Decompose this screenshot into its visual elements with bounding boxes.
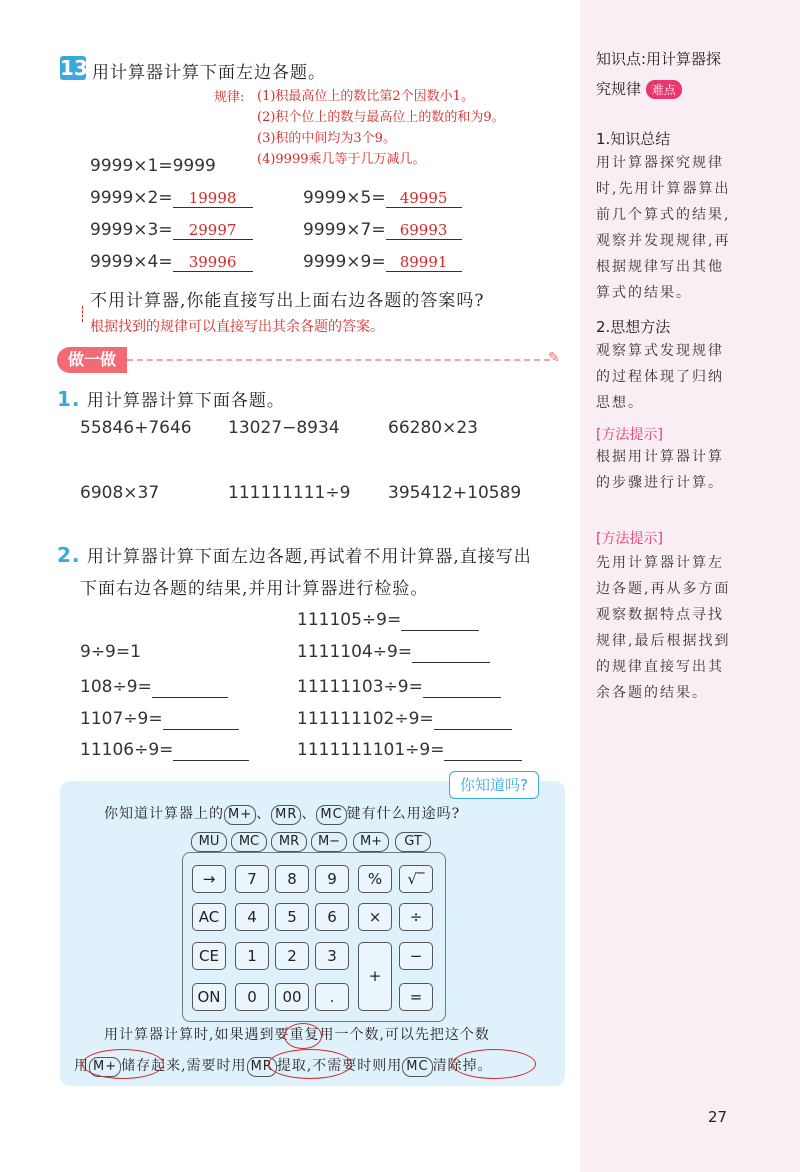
hint2-line: 余各题的结果。 — [596, 685, 708, 701]
answer-blank[interactable] — [423, 677, 501, 698]
summary-line: 前几个算式的结果, — [596, 207, 731, 223]
pencil-icon: ✎ — [548, 350, 560, 366]
did-you-know-badge: 你知道吗? — [449, 771, 539, 799]
problem-1-number: 1. — [57, 387, 81, 411]
answer-field[interactable]: 49995 — [386, 189, 462, 208]
equation-expr: 9999×7= — [303, 220, 386, 240]
red-circle — [452, 1049, 536, 1079]
p1-expr: 395412+10589 — [388, 483, 522, 503]
key-9[interactable]: 9 — [315, 865, 349, 893]
p2-left-eq — [80, 740, 249, 761]
mr-key-inline: MR — [271, 805, 301, 825]
answer-blank[interactable] — [434, 709, 512, 730]
summary-line: 算式的结果。 — [596, 285, 692, 301]
repeat-word — [289, 1027, 319, 1043]
method-line: 的过程体现了归纳 — [596, 369, 724, 385]
p1-expr: 55846+7646 — [80, 418, 192, 438]
question-text: 你知道计算器上的 — [104, 806, 224, 822]
p2-left-eq — [80, 677, 228, 698]
answer-blank[interactable] — [401, 610, 479, 631]
key-7[interactable]: 7 — [235, 865, 269, 893]
key-3[interactable]: 3 — [315, 942, 349, 970]
equation-row — [90, 188, 253, 208]
rule-label: 规律: — [214, 90, 245, 105]
rule-item: (1)积最高位上的数比第2个因数小1。 — [257, 89, 474, 104]
problem-2-line1 — [57, 542, 532, 567]
p2-left-eq — [80, 709, 239, 730]
knowledge-point-line1: 知识点:用计算器探 — [596, 50, 722, 68]
hint1-text — [596, 444, 796, 496]
p2-right-eq — [297, 677, 501, 698]
explanation-text: 掉。 — [462, 1058, 493, 1074]
p2-expr: 1111104÷9= — [297, 642, 413, 662]
summary-line: 时,先用计算器算出 — [596, 181, 731, 197]
circled-text: 重复 — [289, 1027, 320, 1043]
m-plus-key-inline: M+ — [224, 805, 256, 825]
problem-1-title — [57, 386, 285, 411]
m-minus-key[interactable]: M− — [311, 832, 347, 852]
multiply-key[interactable]: × — [358, 903, 392, 931]
problem-13-answer: 根据找到的规律可以直接写出其余各题的答案。 — [90, 319, 384, 335]
decimal-key[interactable]: . — [315, 983, 349, 1011]
rule-item: (2)积个位上的数与最高位上的数的和为9。 — [257, 110, 505, 125]
explanation-text: 清除 — [432, 1058, 463, 1074]
p2-expr: 108÷9= — [80, 677, 152, 697]
p2-right-eq — [297, 610, 479, 631]
summary-line: 用计算器探究规律 — [596, 155, 724, 171]
did-you-know-question — [104, 803, 460, 825]
explanation-line1 — [104, 1024, 490, 1044]
mr-key[interactable]: MR — [271, 832, 307, 852]
m-plus-key[interactable]: M+ — [353, 832, 389, 852]
minus-key[interactable]: − — [399, 942, 433, 970]
knowledge-point-line2 — [596, 78, 682, 99]
ce-key[interactable]: CE — [192, 942, 226, 970]
divide-key[interactable]: ÷ — [399, 903, 433, 931]
answer-blank[interactable] — [444, 740, 522, 761]
key-8[interactable]: 8 — [275, 865, 309, 893]
answer-blank[interactable] — [163, 709, 239, 730]
plus-key[interactable]: + — [358, 942, 392, 1011]
sidebar — [580, 0, 800, 1172]
p1-expr: 13027−8934 — [228, 418, 340, 438]
equation-row — [90, 220, 253, 240]
mc-key-inline: MC — [316, 805, 346, 825]
method-text — [596, 338, 796, 416]
equation-expr: 9999×2= — [90, 188, 173, 208]
equation-row — [90, 252, 253, 272]
arrow-key[interactable]: → — [192, 865, 226, 893]
key-2[interactable]: 2 — [275, 942, 309, 970]
p2-expr: 111111102÷9= — [297, 709, 434, 729]
equation-expr: 9999×4= — [90, 252, 173, 272]
summary-title: 1.知识总结 — [596, 130, 671, 148]
equals-key[interactable]: = — [399, 983, 433, 1011]
section-divider — [127, 359, 550, 361]
problem-13-question: 不用计算器,你能直接写出上面右边各题的答案吗? — [90, 291, 485, 311]
equation-row — [303, 188, 462, 208]
question-sep: 、 — [256, 806, 272, 822]
equation-row — [303, 220, 462, 240]
key-4[interactable]: 4 — [235, 903, 269, 931]
problem-13-title: 用计算器计算下面左边各题。 — [92, 63, 326, 83]
explanation-text: 用 — [74, 1058, 89, 1074]
hint2-title: [方法提示] — [596, 531, 663, 547]
p1-expr: 66280×23 — [388, 418, 478, 438]
equation-expr: 9999×3= — [90, 220, 173, 240]
gt-key[interactable]: GT — [395, 832, 431, 852]
explanation-text: 用计算器计算时,如果遇到要 — [104, 1027, 290, 1043]
method-line: 思想。 — [596, 395, 644, 411]
summary-line: 根据规律写出其他 — [596, 259, 724, 275]
equation-row — [303, 252, 462, 272]
key-5[interactable]: 5 — [275, 903, 309, 931]
p2-right-eq — [297, 709, 512, 730]
ac-key[interactable]: AC — [192, 903, 226, 931]
percent-key[interactable]: % — [358, 865, 392, 893]
method-line: 观察算式发现规律 — [596, 343, 724, 359]
mu-key[interactable]: MU — [191, 832, 227, 852]
key-00[interactable]: 00 — [275, 983, 309, 1011]
m-plus-key-inline: M+ — [89, 1057, 121, 1077]
summary-text — [596, 150, 796, 306]
red-circle — [268, 1049, 352, 1079]
hint2-line: 先用计算器计算左 — [596, 555, 724, 571]
sqrt-key[interactable]: √‾ — [399, 865, 433, 893]
p2-right-eq — [297, 740, 522, 761]
p2-expr: 11111103÷9= — [297, 677, 423, 697]
answer-field[interactable]: 39996 — [173, 253, 253, 272]
problem-2-text: 用计算器计算下面左边各题,再试着不用计算器,直接写出 — [86, 547, 532, 567]
p2-expr: 11106÷9= — [80, 740, 174, 760]
on-key[interactable]: ON — [192, 983, 226, 1011]
p2-right-eq — [297, 642, 490, 663]
answer-field[interactable]: 89991 — [386, 253, 462, 272]
answer-field[interactable]: 19998 — [173, 189, 253, 208]
hint1-line: 的步骤进行计算。 — [596, 475, 724, 491]
problem-1-text: 用计算器计算下面各题。 — [86, 391, 285, 411]
difficulty-badge: 难点 — [646, 80, 682, 99]
p2-left-eq: 9÷9=1 — [80, 642, 141, 662]
rule-item: (4)9999乘几等于几万减几。 — [257, 152, 426, 167]
hint2-line: 观察数据特点寻找 — [596, 607, 724, 623]
answer-field[interactable]: 69993 — [386, 221, 462, 240]
answer-blank[interactable] — [173, 740, 249, 761]
hint1-line: 根据用计算器计算 — [596, 449, 724, 465]
question-sep: 、 — [301, 806, 317, 822]
page-number: 27 — [708, 1108, 728, 1126]
method-title: 2.思想方法 — [596, 318, 671, 336]
explanation-text: ,不需要时则用 — [306, 1058, 403, 1074]
key-1[interactable]: 1 — [235, 942, 269, 970]
hint1-title: [方法提示] — [596, 427, 663, 443]
p2-expr: 1111111101÷9= — [297, 740, 445, 760]
answer-blank[interactable] — [412, 642, 490, 663]
hint2-text — [596, 550, 796, 706]
answer-field[interactable]: 29997 — [173, 221, 253, 240]
question-text: 键有什么用途吗? — [346, 806, 461, 822]
explanation-text: 起来,需要时用 — [151, 1058, 247, 1074]
hint2-line: 边各题,再从多方面 — [596, 581, 731, 597]
given-equation: 9999×1=9999 — [90, 156, 216, 176]
mr-key-inline: MR — [247, 1057, 277, 1077]
explanation-text: 储存 — [121, 1058, 152, 1074]
hint2-line: 的规律直接写出其 — [596, 659, 724, 675]
p2-expr: 1107÷9= — [80, 709, 163, 729]
equation-expr: 9999×9= — [303, 252, 386, 272]
p2-expr: 111105÷9= — [297, 610, 402, 630]
explanation-text: 提取 — [276, 1058, 307, 1074]
p1-expr: 111111111÷9 — [228, 483, 351, 503]
section-header: 做一做 — [57, 347, 127, 373]
problem-2-number: 2. — [57, 543, 81, 567]
equation-expr: 9999×5= — [303, 188, 386, 208]
explanation-text: 用一个数,可以先把这个数 — [319, 1027, 490, 1043]
rules-list — [257, 86, 505, 170]
red-circle — [82, 1049, 164, 1079]
mc-key-inline: MC — [402, 1057, 432, 1077]
rule-item: (3)积的中间均为3个9。 — [257, 131, 396, 146]
problem-2-line2: 下面右边各题的结果,并用计算器进行检验。 — [80, 579, 429, 599]
answer-blank[interactable] — [152, 677, 228, 698]
problem-13-number: 13 — [60, 56, 88, 80]
mc-key[interactable]: MC — [231, 832, 267, 852]
hint2-line: 规律,最后根据找到 — [596, 633, 731, 649]
p1-expr: 6908×37 — [80, 483, 160, 503]
knowledge-point-text: 究规律 — [596, 80, 642, 98]
key-6[interactable]: 6 — [315, 903, 349, 931]
key-0[interactable]: 0 — [235, 983, 269, 1011]
summary-line: 观察并发现规律,再 — [596, 233, 731, 249]
